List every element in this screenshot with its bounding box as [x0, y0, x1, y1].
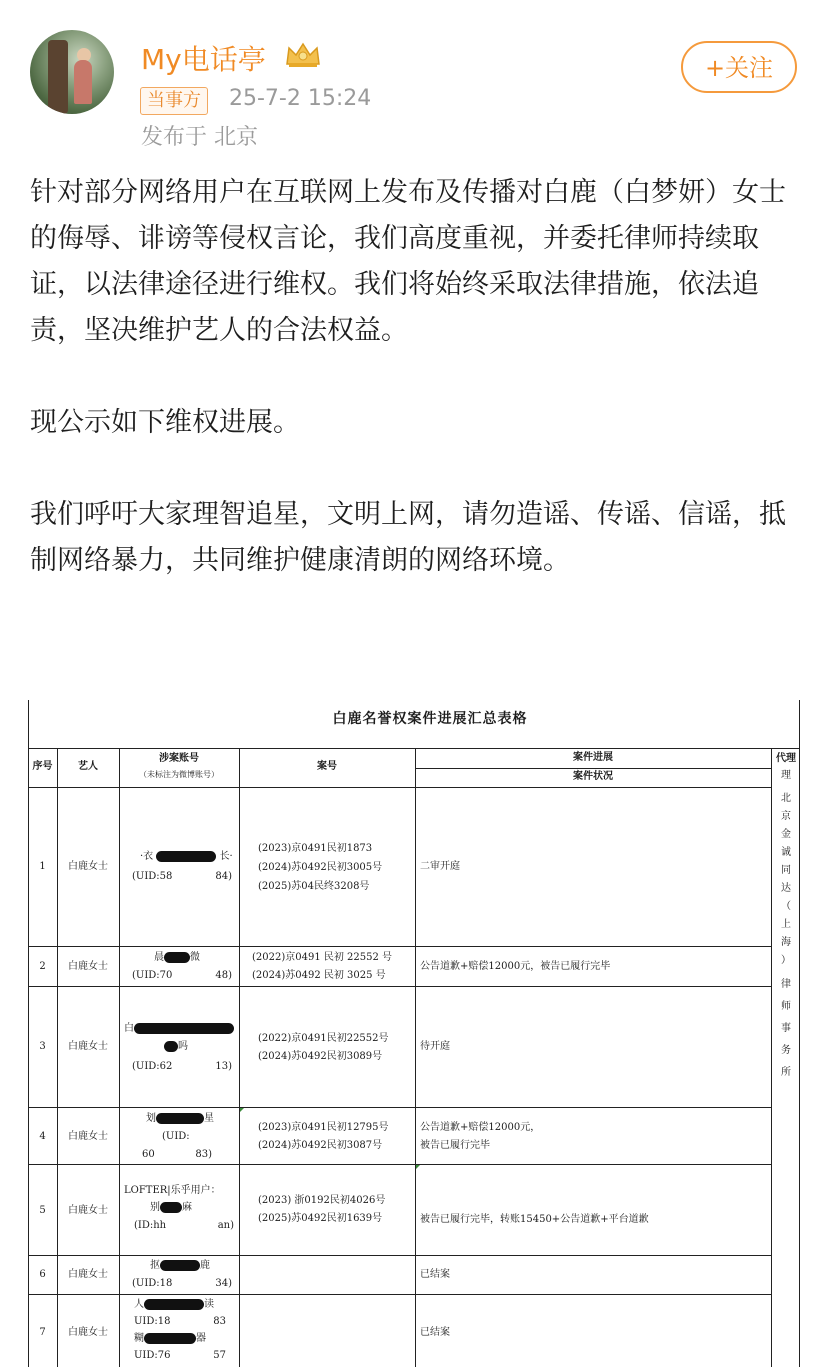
- row3-uid: (UID:62 13): [132, 1061, 232, 1072]
- row2-status: 公告道歉+赔偿12000元，被告已履行完毕: [420, 961, 611, 972]
- row5-account: LOFTER|乐乎用户：: [124, 1185, 221, 1196]
- redaction-bar: [160, 1260, 200, 1271]
- row1-uid: (UID:58 84): [132, 871, 232, 882]
- agent-char: 所: [781, 1067, 791, 1078]
- post-header: [0, 0, 827, 165]
- row5-account-name: 别 麻: [150, 1202, 192, 1213]
- table-title: 白鹿名誉权案件进展汇总表格: [332, 711, 528, 727]
- row4-seq: 4: [39, 1131, 46, 1142]
- row4-account: 划 星: [146, 1113, 214, 1124]
- table-line-row4: [28, 1164, 771, 1165]
- username[interactable]: My电话亭: [141, 43, 266, 76]
- post-paragraph: 现公示如下维权进展。: [30, 407, 300, 438]
- row1-case: (2025)苏04民终3208号: [258, 881, 370, 892]
- table-col-line: [771, 748, 772, 1367]
- row4-uid-tail: 60 83): [142, 1149, 212, 1160]
- row7-uid: UID:18 83: [134, 1316, 226, 1327]
- row7-seq: 7: [39, 1327, 46, 1338]
- table-line-row1: [28, 946, 771, 947]
- row4-case: (2024)苏0492民初3087号: [258, 1140, 383, 1151]
- row1-status: 二审开庭: [420, 861, 460, 872]
- row7-account: 糊 器: [134, 1333, 206, 1344]
- row6-account: 抠 鹿: [150, 1260, 210, 1271]
- crown-icon: [283, 38, 323, 70]
- row7-artist: 白鹿女士: [68, 1327, 108, 1338]
- header-progress: 案件进展: [573, 752, 613, 763]
- table-border-right: [799, 700, 800, 1367]
- row3-seq: 3: [39, 1041, 46, 1052]
- party-badge: 当事方: [140, 87, 208, 115]
- row4-artist: 白鹿女士: [68, 1131, 108, 1142]
- redaction-bar: [156, 1113, 204, 1124]
- row4-status: 被告已履行完毕: [420, 1140, 490, 1151]
- post-paragraph: 我们呼吁大家理智追星，文明上网，请勿造谣、传谣、信谣，抵制网络暴力，共同维护健康清朗的网络环境。: [30, 499, 786, 576]
- agent-char: 务: [781, 1045, 791, 1056]
- header-seq: 序号: [32, 761, 53, 772]
- row5-artist: 白鹿女士: [68, 1205, 108, 1216]
- redaction-bar: [144, 1299, 204, 1310]
- agent-char: 理: [781, 770, 791, 781]
- post-paragraph: 针对部分网络用户在互联网上发布及传播对白鹿（白梦妍）女士的侮辱、诽谤等侵权言论，我们高度重视，并委托律师持续取证，以法律途径进行维权。我们将始终采取法律措施，依法追责，坚决维护艺人的合法权益。: [30, 177, 786, 346]
- row2-account: 晨 微: [154, 952, 200, 963]
- row3-status: 待开庭: [420, 1041, 450, 1052]
- post-location: 发布于 北京: [141, 125, 258, 150]
- table-col-line: [415, 748, 416, 1367]
- row5-seq: 5: [39, 1205, 46, 1216]
- row6-status: 已结案: [420, 1269, 450, 1280]
- row5-case: (2025)苏0492民初1639号: [258, 1213, 383, 1224]
- table-line-row2: [28, 986, 771, 987]
- row1-case: (2024)苏0492民初3005号: [258, 862, 383, 873]
- row5-case: (2023) 浙0192民初4026号: [258, 1195, 386, 1206]
- redaction-bar: [164, 952, 190, 963]
- comment-marker: [416, 1165, 420, 1169]
- avatar[interactable]: [30, 30, 114, 114]
- table-col-line: [119, 748, 120, 1367]
- header-account: 涉案账号: [159, 753, 199, 764]
- agent-char: 律: [781, 979, 791, 990]
- row7-uid: UID:76 57: [134, 1350, 226, 1361]
- row3-case: (2022)京0491民初22552号: [258, 1033, 389, 1044]
- row2-case: (2022)京0491 民初 22552 号: [252, 952, 393, 963]
- header-artist: 艺人: [78, 761, 98, 772]
- row3-account: 白: [124, 1020, 234, 1038]
- agent-char: 京: [781, 811, 791, 822]
- row7-account: 人 读: [134, 1299, 214, 1310]
- row2-seq: 2: [39, 961, 46, 972]
- agent-char: 同: [781, 865, 791, 876]
- agent-char: 上: [781, 919, 791, 930]
- row4-uid: (UID:: [162, 1131, 190, 1142]
- redaction-bar: [144, 1333, 196, 1344]
- row6-artist: 白鹿女士: [68, 1269, 108, 1280]
- table-line-row6: [28, 1294, 771, 1295]
- row5-id: (ID:hh an): [134, 1220, 234, 1231]
- header-agent: 代理: [776, 753, 796, 764]
- row1-seq: 1: [39, 861, 46, 872]
- row7-status: 已结案: [420, 1327, 450, 1338]
- redaction-bar: [164, 1041, 178, 1052]
- table-line-row5: [28, 1255, 771, 1256]
- row1-artist: 白鹿女士: [68, 861, 108, 872]
- row4-status: 公告道歉+赔偿12000元，: [420, 1122, 541, 1133]
- row2-uid: (UID:70 48): [132, 970, 232, 981]
- row3-account-tail: 吗: [164, 1038, 188, 1056]
- row2-case: (2024)苏0492 民初 3025 号: [252, 970, 386, 981]
- comment-marker: [240, 1108, 244, 1112]
- table-line-header-bottom: [28, 787, 771, 788]
- avatar-person: [74, 60, 92, 104]
- agent-char: 诚: [781, 847, 791, 858]
- agent-char: 达: [781, 883, 791, 894]
- agent-char: 事: [781, 1023, 791, 1034]
- agent-char: 金: [781, 829, 791, 840]
- row1-case: (2023)京0491民初1873: [258, 843, 373, 854]
- redaction-bar: [160, 1202, 182, 1213]
- table-line-row3: [28, 1107, 771, 1108]
- agent-char: 海: [781, 937, 791, 948]
- row6-seq: 6: [39, 1269, 46, 1280]
- agent-char: ）: [781, 955, 791, 966]
- table-col-line: [239, 748, 240, 1367]
- redaction-bar: [156, 851, 216, 862]
- row4-case: (2023)京0491民初12795号: [258, 1122, 389, 1133]
- header-account-note: （未标注为微博账号）: [139, 770, 219, 779]
- header-case-no: 案号: [317, 761, 337, 772]
- row6-uid: (UID:18 34): [132, 1278, 232, 1289]
- row1-account: ·衣 长·: [140, 851, 233, 862]
- agent-char: （: [781, 901, 791, 912]
- avatar-tree: [48, 40, 68, 114]
- post-body: [30, 170, 790, 630]
- follow-button[interactable]: +关注: [681, 41, 797, 93]
- case-summary-table-image[interactable]: [0, 700, 827, 1367]
- post-timestamp: 25-7-2 15:24: [229, 86, 372, 111]
- agent-char: 北: [781, 793, 791, 804]
- row2-artist: 白鹿女士: [68, 961, 108, 972]
- row3-artist: 白鹿女士: [68, 1041, 108, 1052]
- agent-char: 师: [781, 1001, 791, 1012]
- row5-status: 被告已履行完毕，转账15450+公告道歉+平台道歉: [420, 1214, 649, 1225]
- header-status: 案件状况: [573, 771, 613, 782]
- row3-case: (2024)苏0492民初3089号: [258, 1051, 383, 1062]
- redaction-bar: [134, 1023, 234, 1034]
